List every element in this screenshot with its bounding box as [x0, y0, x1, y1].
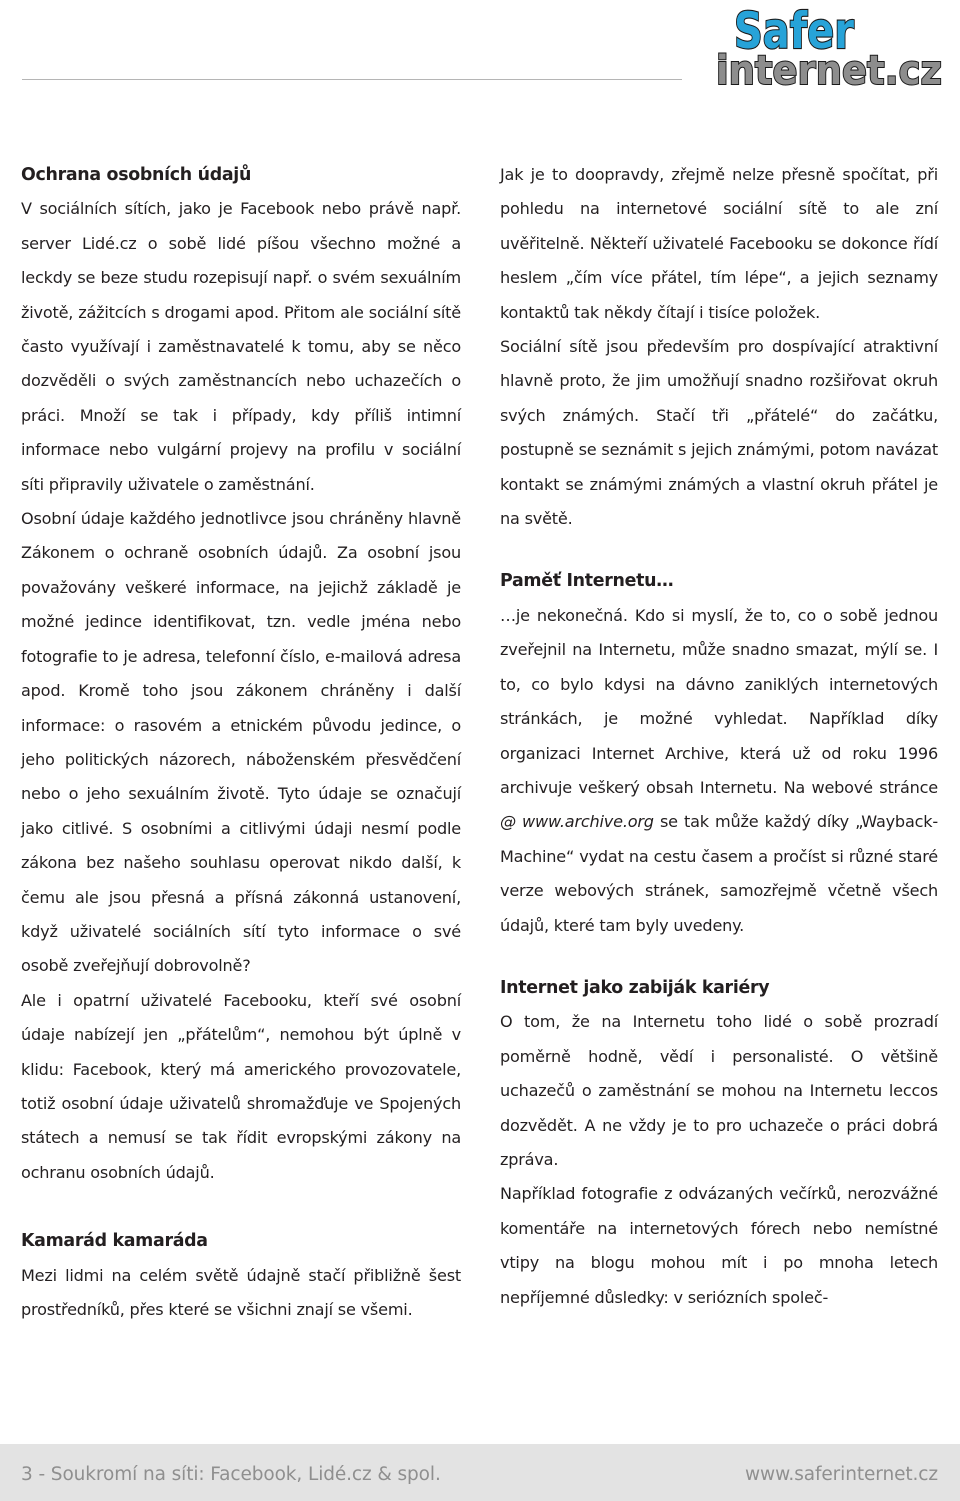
right-column	[500, 158, 938, 1315]
paragraph	[500, 599, 938, 943]
heading-ochrana-osobnich-udaju: Ochrana osobních údajů	[21, 165, 252, 185]
paragraph: Mezi lidmi na celém světě údajně stačí přibližně šest prostředníků, přes které se všichni znají se všemi.	[21, 1265, 461, 1319]
paragraph: O tom, že na Internetu toho lidé o sobě prozradí poměrně hodně, vědí i personalisté. O většině uchazečů o zaměstnání se mohou na Internetu leccos dozvědět. A ne vždy je to pro uchazeče o práci dobrá zpráva.	[500, 1012, 938, 1169]
header-divider	[22, 79, 682, 80]
logo-internet-text: internet.cz	[716, 48, 942, 90]
heading-kamarad-kamarada: Kamarád kamaráda	[21, 1231, 208, 1252]
heading-pamet-internetu: Paměť Internetu…	[500, 571, 674, 592]
text-run: …je nekonečná. Kdo si myslí, že to, co o sobě jednou zveřejnil na Internetu, může snadno smazat, mýlí se. I to, co bylo kdysi na dávno zaniklých internetových stránkách, je možné vyhledat. Například díky organizaci Internet Archive, která už od roku 1996 archivuje veškerý obsah Internetu. Na webové stránce	[500, 605, 938, 797]
paragraph: Ale i opatrní uživatelé Facebooku, kteří své osobní údaje nabízejí jen „přátelům“, nemohou být úplně v klidu: Facebook, který má amerického provozovatele, totiž osobní údaje uživatelů shromažďuje ve Spojených státech a nemusí se tak řídit evropskými zákony na ochranu osobních údajů.	[21, 990, 461, 1182]
heading-internet-jako-zabijak-kariery: Internet jako zabiják kariéry	[500, 977, 770, 998]
saferinternet-logo	[712, 2, 948, 90]
left-column	[21, 158, 461, 1327]
text-run: se tak může každý díky „Wayback-Machine“ vydat na cestu časem a pročíst si různé staré verze webových stránek, samozřejmě včetně všech údajů, které tam byly uvedeny.	[500, 812, 938, 935]
footer-website-link[interactable]: www.saferinternet.cz	[745, 1464, 938, 1485]
footer-page-label: 3 - Soukromí na síti: Facebook, Lidé.cz & spol.	[21, 1464, 441, 1485]
archive-org-link[interactable]: @ www.archive.org	[500, 812, 654, 832]
paragraph: Například fotografie z odvázaných večírků, nerozvážné komentáře na internetových fórech nebo nemístné vtipy na blogu mohou mít i po mnoha letech nepříjemné důsledky: v seriózních společ-	[500, 1184, 938, 1307]
paragraph: Jak je to doopravdy, zřejmě nelze přesně spočítat, při pohledu na internetové sociální sítě to ale zní uvěřitelně. Někteří uživatelé Facebooku se dokonce řídí heslem „čím více přátel, tím lépe“, a jejich seznamy kontaktů tak někdy čítají i tisíce položek.	[500, 165, 938, 322]
logo-safer-text: Safer	[734, 2, 855, 60]
paragraph: Sociální sítě jsou především pro dospívající atraktivní hlavně proto, že jim umožňují snadno rozšiřovat okruh svých známých. Stačí tři „přátelé“ do začátku, postupně se seznámit s jejich známými, potom navázat kontakt se známými známých a vlastní okruh přátel je na světě.	[500, 337, 938, 529]
paragraph: V sociálních sítích, jako je Facebook nebo právě např. server Lidé.cz o sobě lidé píšou všechno možné a leckdy se beze studu rozepisují např. o svém sexuálním životě, zážitcích s drogami apod. Přitom ale sociální sítě často využívají i zaměstnavatelé k tomu, aby se něco dozvěděli o svých zaměstnancích nebo uchazečích o práci. Množí se tak i případy, kdy příliš intimní informace nebo vulgární projevy na profilu v sociální síti připravily uživatele o zaměstnání.	[21, 199, 461, 494]
paragraph: Osobní údaje každého jednotlivce jsou chráněny hlavně Zákonem o ochraně osobních údajů. Za osobní jsou považovány veškeré informace, na jejichž základě je možné jedince identifikovat, tzn. vedle jména nebo fotografie to je adresa, telefonní číslo, e-mailová adresa apod. Kromě toho jsou zákonem chráněny i další informace: o rasovém a etnickém původu jedince, o jeho politických názorech, náboženském přesvědčení nebo o jeho sexuálním životě. Tyto údaje se označují jako citlivé. S osobními a citlivými údaji nesmí podle zákona bez našeho souhlasu operovat nikdo další, k čemu ale jsou přesná a přísná zákonná ustanovení, když uživatelé sociálních sítí tyto informace o své osobě zveřejňují dobrovolně?	[21, 509, 461, 976]
